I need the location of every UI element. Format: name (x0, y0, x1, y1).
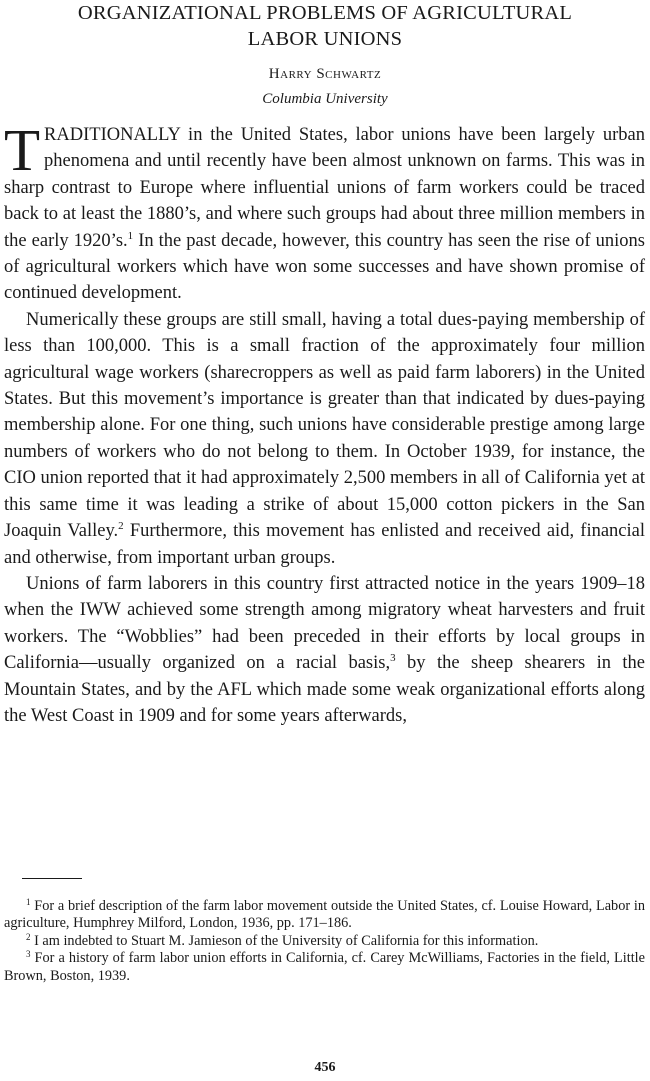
page-number: 456 (314, 1060, 336, 1075)
footnotes (4, 898, 645, 985)
footnote-ref-2: 2 (118, 520, 124, 533)
paragraph-1 (4, 117, 645, 307)
paragraph-1-text-b: In the past decade, however, this country has seen the rise of unions of agricultural workers which have won some successes and have shown promise of continued development. (4, 230, 645, 304)
author-name: Harry Schwartz (268, 66, 382, 82)
footnote-marker: 2 (26, 931, 31, 942)
footnote-marker: 3 (26, 949, 31, 960)
paragraph-3 (4, 571, 645, 729)
paragraph-2 (4, 307, 645, 571)
article-body (4, 117, 646, 729)
footnote (4, 898, 645, 933)
footnote-ref-1: 1 (127, 229, 134, 242)
footnote-text: I am indebted to Stuart M. Jamieson of the University of California for this information. (30, 932, 539, 949)
paragraph-3-text-b: by the sheep shearers in the Mountain States, and by the AFL which made some weak organizational efforts along the West Coast in 1909 and for some years afterwards, (4, 653, 646, 726)
footnote-text: For a brief description of the farm labor movement outside the United States, cf. Louise Howard, Labor in agriculture, Humphrey Milford, London, 1936, pp. 171–186. (4, 898, 645, 932)
footnote (4, 933, 645, 950)
footnote-marker: 1 (26, 897, 31, 907)
footnote-divider (22, 878, 82, 879)
author-affiliation: Columbia University (262, 91, 388, 107)
article-title-line-2: LABOR UNIONS (247, 28, 403, 50)
article-title (0, 0, 650, 52)
paragraph-2-text-a: Numerically these groups are still small, having a total dues-paying membership of less than 100,000. This is a small fraction of the approximately four million agricultural wage workers (sharecroppers as well as paid farm laborers) in the United States. But this movement’s importance is greater than that indicated by dues-paying membership alone. For one thing, such unions have considerable prestige among large numbers of workers who do not belong to them. In October 1939, for instance, the CIO union reported that it had approximately 2,500 members in all of California yet at this same time it was leading a strike of about 15,000 cotton pickers in the San Joaquin Valley. (4, 309, 645, 542)
paragraph-2-text-b: Furthermore, this movement has enlisted and received aid, financial and otherwise, from important urban groups. (4, 521, 645, 568)
footnote-ref-3: 3 (390, 652, 396, 665)
article-title-line-1: ORGANIZATIONAL PROBLEMS OF AGRICULTURAL (77, 2, 573, 24)
footnote-text: For a history of farm labor union efforts in California, cf. Carey McWilliams, Factories in the field, Little Brown, Boston, 1939. (4, 950, 645, 984)
drop-cap: T (4, 117, 41, 183)
paragraph-3-text-a: Unions of farm laborers in this country first attracted notice in the years 1909–18 when the IWW achieved some strength among migratory wheat harvesters and fruit workers. The “Wobblies” had been preceded in their efforts by local groups in California—usually organized on a racial basis, (4, 573, 645, 674)
footnote (4, 950, 645, 985)
paragraph-1-text-a: RADITIONALLY in the United States, labor unions have been largely urban phenomena and until recently have been almost unknown on farms. This was in sharp contrast to Europe where influential unions of farm workers could be traced back to at least the 1880’s, and where such groups had about three million members in the early 1920’s. (4, 125, 645, 251)
